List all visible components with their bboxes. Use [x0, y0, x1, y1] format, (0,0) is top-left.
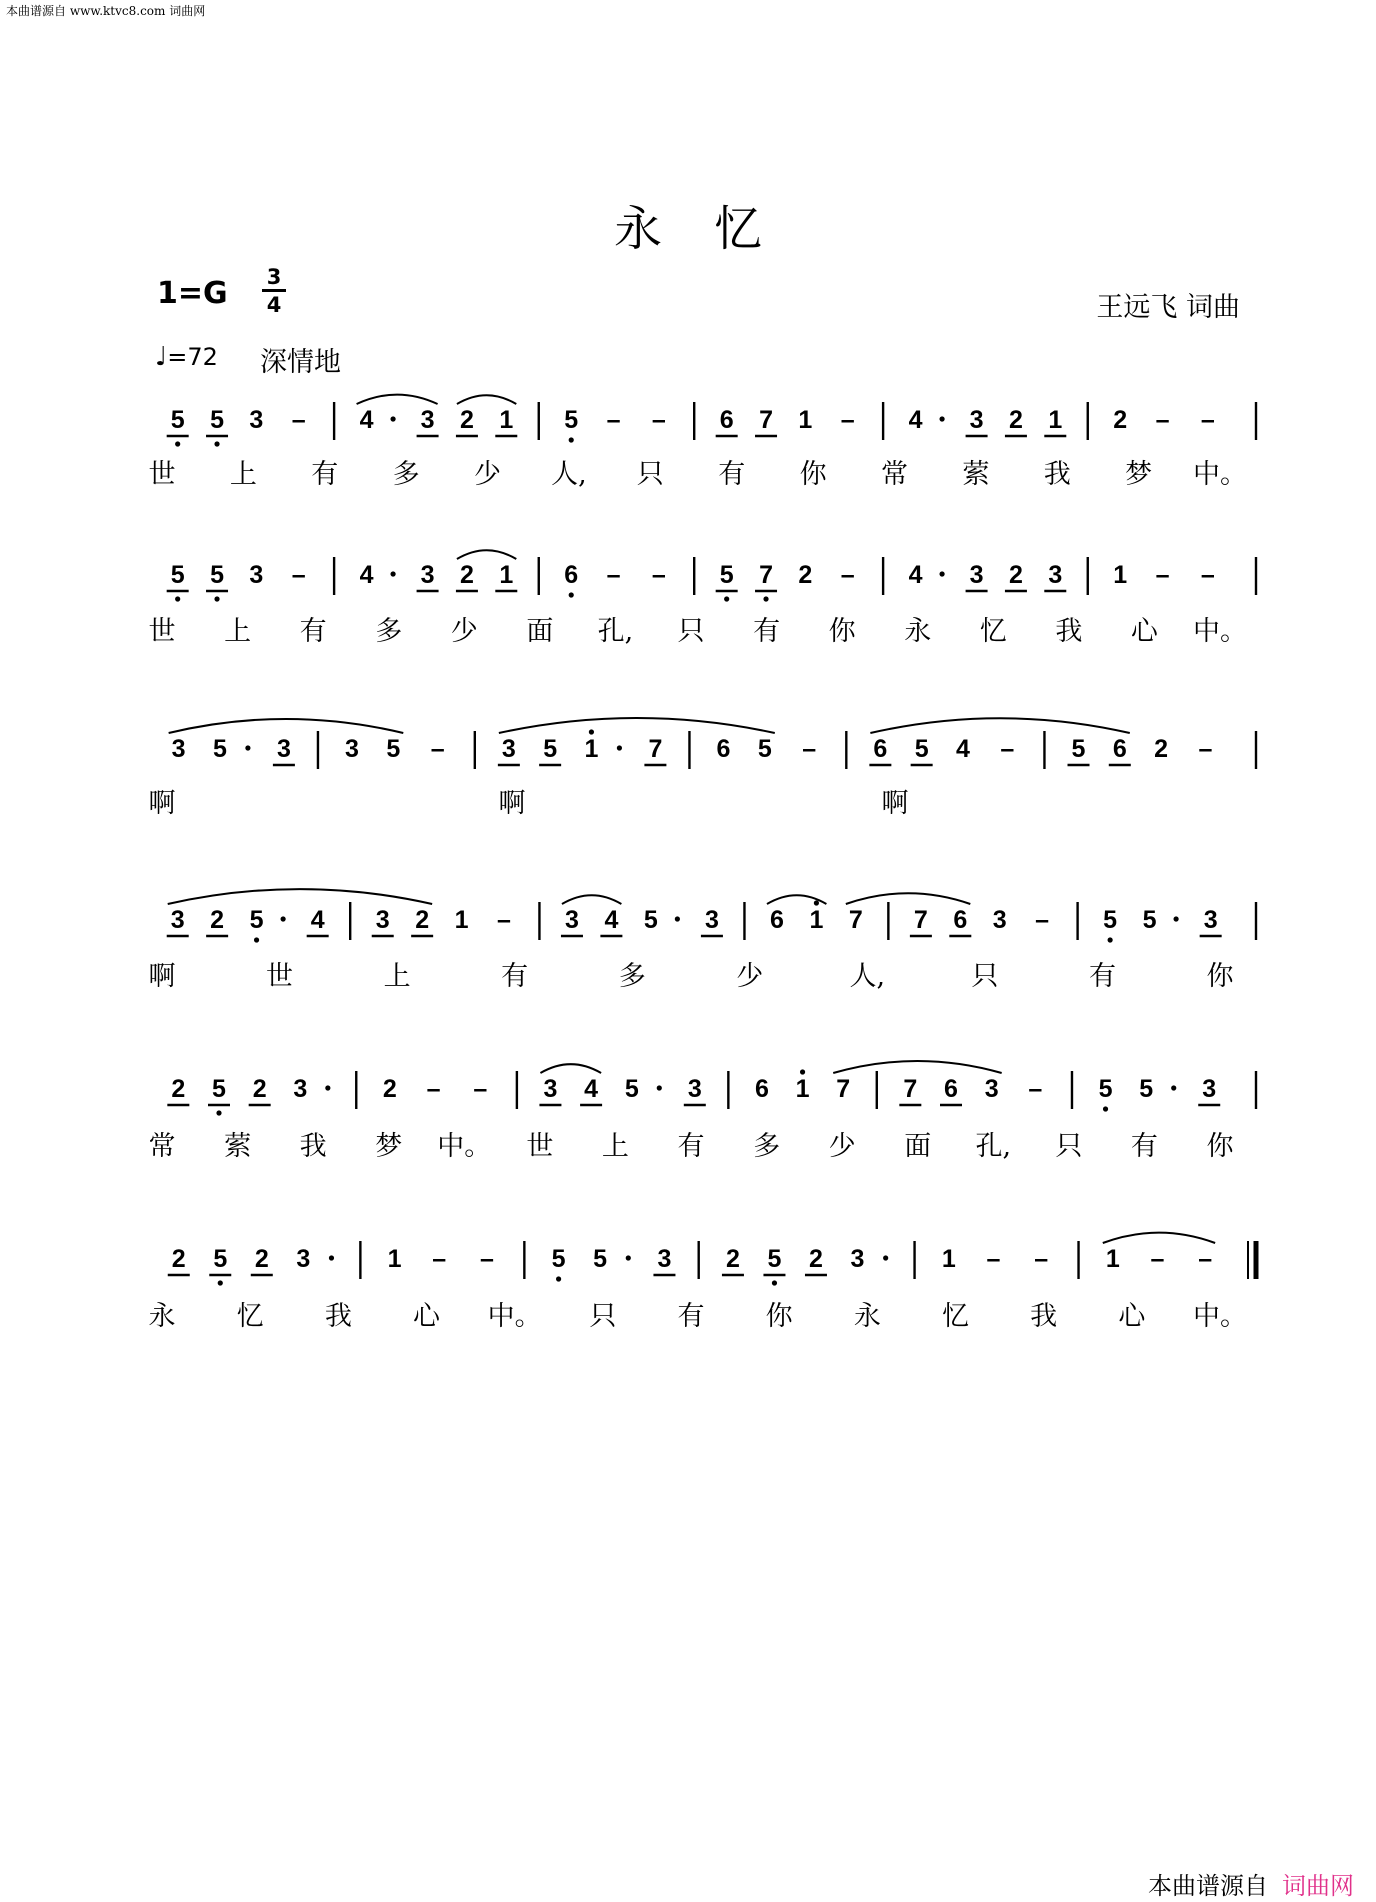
note: 7: [648, 735, 663, 763]
lyric-syllable: 上: [383, 961, 411, 992]
augmentation-dot: [939, 571, 944, 576]
lyric-syllable: 有: [1088, 961, 1116, 992]
time-signature-bottom: 4: [266, 293, 282, 317]
lyric-syllable: 人,: [551, 459, 587, 490]
lyric-syllable: 有: [311, 459, 339, 490]
note: 6: [564, 561, 579, 589]
note: 2: [1008, 561, 1023, 589]
augmentation-dot: [390, 571, 395, 576]
sustain-dash: –: [802, 735, 817, 763]
lyric-syllable: 多: [375, 616, 403, 647]
lyric-syllable: 有: [1130, 1131, 1158, 1162]
lyric-syllable: 世: [266, 961, 294, 992]
sustain-dash: –: [1155, 406, 1170, 434]
lyric-syllable: 上: [601, 1131, 629, 1162]
sustain-dash: –: [1198, 1245, 1213, 1273]
lyric-syllable: 常: [148, 1131, 176, 1162]
note: 5: [593, 1245, 608, 1273]
note: 1: [798, 406, 813, 434]
composer-credit: 王远飞 词曲: [1096, 292, 1240, 323]
watermark-bottom-text: 本曲谱源自: [1148, 1872, 1268, 1900]
note: 4: [908, 561, 923, 589]
note: 5: [1103, 906, 1118, 934]
note: 2: [798, 561, 813, 589]
note: 5: [1098, 1075, 1113, 1103]
note: 3: [170, 906, 185, 934]
note: 5: [210, 406, 224, 434]
note: 1: [1113, 561, 1128, 589]
notation-system-3: [149, 718, 1257, 819]
lyric-syllable: 只: [677, 616, 705, 647]
note: 6: [770, 906, 784, 934]
note: 1: [499, 406, 514, 434]
note: 7: [913, 906, 928, 934]
sustain-dash: –: [497, 906, 511, 934]
note: 2: [171, 1245, 186, 1273]
lyric-syllable: 中。: [437, 1131, 492, 1162]
note: 3: [420, 561, 435, 589]
notation-system-6: [149, 1233, 1257, 1332]
lyric-syllable: 忆: [979, 616, 1007, 647]
note: 3: [969, 406, 984, 434]
lyric-syllable: 上: [229, 459, 257, 490]
lyric-syllable: 啊: [498, 788, 526, 819]
sustain-dash: –: [606, 561, 621, 589]
sustain-dash: –: [480, 1245, 494, 1273]
low-octave-dot: [254, 937, 259, 942]
note: 5: [386, 735, 401, 763]
tempo-value: =72: [167, 343, 218, 371]
note: 3: [501, 735, 516, 763]
note: 1: [1105, 1245, 1120, 1273]
note: 3: [1048, 561, 1063, 589]
augmentation-dot: [329, 1255, 334, 1260]
note: 1: [454, 906, 469, 934]
sustain-dash: –: [430, 735, 445, 763]
note: 5: [767, 1245, 782, 1273]
lyric-syllable: 忆: [236, 1301, 264, 1332]
note: 2: [252, 1075, 267, 1103]
note: 7: [848, 906, 863, 934]
low-octave-dot: [214, 441, 219, 446]
watermark-brand: 词曲网: [1282, 1872, 1354, 1900]
low-octave-dot: [175, 596, 180, 601]
note: 4: [310, 906, 325, 934]
lyric-syllable: 少: [474, 459, 502, 490]
slur-arc: [457, 395, 516, 404]
lyric-syllable: 我: [1030, 1301, 1058, 1332]
note: 3: [1203, 906, 1218, 934]
lyric-syllable: 孔,: [975, 1131, 1012, 1162]
note: 5: [212, 1075, 226, 1103]
lyric-syllable: 有: [718, 459, 746, 490]
slur-arc: [833, 1061, 1001, 1073]
note: 2: [725, 1245, 740, 1273]
note: 5: [543, 735, 558, 763]
lyric-syllable: 多: [618, 961, 646, 992]
note: 6: [944, 1075, 958, 1103]
low-octave-dot: [556, 1276, 561, 1281]
note: 6: [1112, 735, 1127, 763]
lyric-syllable: 只: [636, 459, 664, 490]
song-title: 永忆: [613, 201, 814, 257]
note: 5: [170, 406, 185, 434]
lyric-syllable: 中。: [487, 1301, 542, 1332]
note: 4: [359, 406, 374, 434]
high-octave-dot: [589, 729, 594, 734]
augmentation-dot: [883, 1255, 888, 1260]
note: 4: [908, 406, 923, 434]
lyric-syllable: 中。: [1193, 459, 1247, 490]
lyric-syllable: 你: [799, 459, 827, 490]
notation-system-2: [149, 550, 1257, 647]
augmentation-dot: [281, 916, 286, 921]
lyric-syllable: 中。: [1193, 616, 1247, 647]
lyric-syllable: 萦: [224, 1131, 252, 1162]
note: 2: [459, 561, 474, 589]
low-octave-dot: [569, 592, 574, 597]
note: 5: [624, 1075, 639, 1103]
augmentation-dot: [657, 1085, 662, 1090]
note: 5: [170, 561, 185, 589]
note: 4: [604, 906, 619, 934]
note: 2: [1113, 406, 1128, 434]
note: 3: [969, 561, 984, 589]
low-octave-dot: [1108, 937, 1113, 942]
lyric-syllable: 我: [1055, 616, 1083, 647]
sustain-dash: –: [1150, 1245, 1165, 1273]
watermark-top: 本曲谱源自 www.ktvc8.com 词曲网: [6, 4, 206, 18]
note: 2: [1008, 406, 1023, 434]
sustain-dash: –: [1198, 735, 1213, 763]
sustain-dash: –: [473, 1075, 488, 1103]
slur-arc: [457, 550, 516, 559]
sustain-dash: –: [426, 1075, 441, 1103]
note: 2: [1154, 735, 1169, 763]
note: 5: [914, 735, 929, 763]
note: 1: [1048, 406, 1063, 434]
lyric-syllable: 常: [880, 459, 908, 490]
slur-arc: [540, 1064, 601, 1073]
note: 3: [704, 906, 719, 934]
low-octave-dot: [218, 1280, 223, 1285]
note: 5: [249, 906, 264, 934]
note: 5: [643, 906, 658, 934]
low-octave-dot: [724, 596, 729, 601]
slur-arc: [846, 893, 970, 904]
note: 3: [543, 1075, 558, 1103]
note: 6: [716, 735, 731, 763]
augmentation-dot: [675, 916, 680, 921]
note: 5: [1139, 1075, 1154, 1103]
sustain-dash: –: [1200, 406, 1215, 434]
time-signature-top: 3: [266, 265, 282, 289]
note: 2: [809, 1245, 823, 1273]
lyric-syllable: 上: [224, 616, 252, 647]
note: 5: [1142, 906, 1157, 934]
quarter-note-icon: ♩: [155, 342, 168, 372]
lyric-syllable: 你: [1206, 961, 1234, 992]
sustain-dash: –: [1155, 561, 1170, 589]
lyric-syllable: 有: [299, 616, 327, 647]
note: 3: [992, 906, 1007, 934]
note: 3: [293, 1075, 308, 1103]
lyric-syllable: 梦: [1125, 459, 1153, 490]
slur-arc: [870, 718, 1129, 733]
note: 2: [382, 1075, 397, 1103]
high-octave-dot: [814, 900, 819, 905]
slur-arc: [499, 718, 775, 733]
sustain-dash: –: [840, 561, 855, 589]
low-octave-dot: [175, 441, 180, 446]
note: 7: [903, 1075, 918, 1103]
augmentation-dot: [325, 1085, 330, 1090]
lyric-syllable: 面: [526, 616, 554, 647]
augmentation-dot: [939, 416, 944, 421]
lyric-syllable: 永: [148, 1301, 176, 1332]
lyric-syllable: 有: [501, 961, 529, 992]
sustain-dash: –: [291, 406, 306, 434]
note: 3: [345, 735, 359, 763]
note: 1: [499, 561, 514, 589]
expression-marking: 深情地: [260, 347, 341, 378]
lyric-syllable: 心: [1130, 616, 1158, 647]
note: 5: [210, 561, 224, 589]
note: 5: [719, 561, 734, 589]
lyric-syllable: 只: [1055, 1131, 1083, 1162]
sustain-dash: –: [432, 1245, 447, 1273]
note: 1: [809, 906, 824, 934]
note: 3: [1202, 1075, 1217, 1103]
lyric-syllable: 只: [971, 961, 999, 992]
note: 3: [276, 735, 291, 763]
lyric-syllable: 多: [392, 459, 420, 490]
note: 6: [754, 1075, 769, 1103]
lyric-syllable: 你: [765, 1301, 793, 1332]
note: 5: [212, 735, 227, 763]
lyric-syllable: 萦: [962, 459, 990, 490]
note: 2: [210, 906, 225, 934]
sustain-dash: –: [1000, 735, 1015, 763]
sustain-dash: –: [1034, 1245, 1049, 1273]
note: 1: [795, 1075, 810, 1103]
slur-arc: [562, 895, 621, 904]
lyric-syllable: 忆: [942, 1301, 969, 1332]
note: 3: [375, 906, 390, 934]
lyric-syllable: 我: [299, 1131, 327, 1162]
note: 4: [955, 735, 970, 763]
note: 7: [759, 561, 773, 589]
lyric-syllable: 只: [589, 1301, 617, 1332]
low-octave-dot: [569, 437, 574, 442]
key-signature: 1=G: [157, 276, 228, 311]
sustain-dash: –: [1028, 1075, 1043, 1103]
note: 5: [213, 1245, 228, 1273]
lyric-syllable: 梦: [375, 1131, 403, 1162]
note: 3: [984, 1075, 999, 1103]
note: 2: [415, 906, 430, 934]
lyric-syllable: 我: [324, 1301, 352, 1332]
notation-system-4: [149, 889, 1257, 992]
sustain-dash: –: [606, 406, 621, 434]
lyric-syllable: 我: [1043, 459, 1071, 490]
note: 3: [850, 1245, 865, 1273]
sustain-dash: –: [291, 561, 306, 589]
lyric-syllable: 世: [526, 1131, 554, 1162]
notation-system-5: [149, 1061, 1257, 1162]
lyric-syllable: 少: [828, 1131, 856, 1162]
sustain-dash: –: [651, 561, 666, 589]
note: 4: [584, 1075, 599, 1103]
note: 3: [565, 906, 579, 934]
note: 5: [1071, 735, 1086, 763]
note: 3: [171, 735, 186, 763]
lyric-syllable: 啊: [881, 788, 909, 819]
note: 3: [657, 1245, 672, 1273]
slur-arc: [168, 889, 432, 904]
sustain-dash: –: [986, 1245, 1001, 1273]
lyric-syllable: 少: [450, 616, 478, 647]
low-octave-dot: [214, 596, 219, 601]
lyric-syllable: 中。: [1193, 1301, 1247, 1332]
note: 7: [836, 1075, 851, 1103]
lyric-syllable: 永: [904, 616, 932, 647]
lyric-syllable: 啊: [148, 788, 176, 819]
note: 3: [249, 406, 264, 434]
augmentation-dot: [1171, 1085, 1176, 1090]
low-octave-dot: [1103, 1106, 1108, 1111]
lyric-syllable: 心: [1118, 1301, 1146, 1332]
note: 6: [873, 735, 888, 763]
note: 6: [719, 406, 734, 434]
low-octave-dot: [216, 1110, 221, 1115]
augmentation-dot: [1174, 916, 1179, 921]
note: 5: [551, 1245, 566, 1273]
low-octave-dot: [763, 596, 768, 601]
lyric-syllable: 永: [853, 1301, 881, 1332]
lyric-syllable: 多: [753, 1131, 781, 1162]
note: 4: [359, 561, 374, 589]
note: 2: [171, 1075, 186, 1103]
lyric-syllable: 孔,: [597, 616, 634, 647]
note: 5: [564, 406, 579, 434]
note: 3: [296, 1245, 311, 1273]
slur-arc: [1103, 1233, 1215, 1243]
high-octave-dot: [800, 1069, 805, 1074]
note: 2: [459, 406, 474, 434]
lyric-syllable: 世: [148, 459, 176, 490]
augmentation-dot: [617, 745, 622, 750]
note: 5: [757, 735, 772, 763]
note: 2: [254, 1245, 269, 1273]
lyric-syllable: 啊: [148, 961, 176, 992]
lyric-syllable: 有: [677, 1301, 705, 1332]
sustain-dash: –: [1200, 561, 1215, 589]
slur-arc: [169, 719, 404, 733]
lyric-syllable: 有: [753, 616, 781, 647]
sustain-dash: –: [1035, 906, 1050, 934]
lyric-syllable: 面: [904, 1131, 932, 1162]
note: 6: [953, 906, 968, 934]
note: 3: [687, 1075, 702, 1103]
augmentation-dot: [245, 745, 250, 750]
note: 1: [387, 1245, 402, 1273]
lyric-syllable: 人,: [849, 961, 886, 992]
lyric-syllable: 你: [1206, 1131, 1234, 1162]
augmentation-dot: [626, 1255, 631, 1260]
lyric-syllable: 有: [677, 1131, 705, 1162]
sustain-dash: –: [840, 406, 855, 434]
note: 7: [759, 406, 773, 434]
watermark-bottom: [1148, 1866, 1354, 1901]
note: 3: [420, 406, 435, 434]
sustain-dash: –: [651, 406, 666, 434]
lyric-syllable: 心: [413, 1301, 440, 1332]
lyric-syllable: 少: [736, 961, 764, 992]
note: 3: [249, 561, 264, 589]
lyric-syllable: 世: [148, 616, 176, 647]
note: 1: [941, 1245, 956, 1273]
low-octave-dot: [772, 1280, 777, 1285]
notation-system-1: [149, 395, 1257, 490]
lyric-syllable: 你: [828, 616, 856, 647]
note: 1: [584, 735, 599, 763]
slur-arc: [357, 395, 438, 404]
augmentation-dot: [390, 416, 395, 421]
